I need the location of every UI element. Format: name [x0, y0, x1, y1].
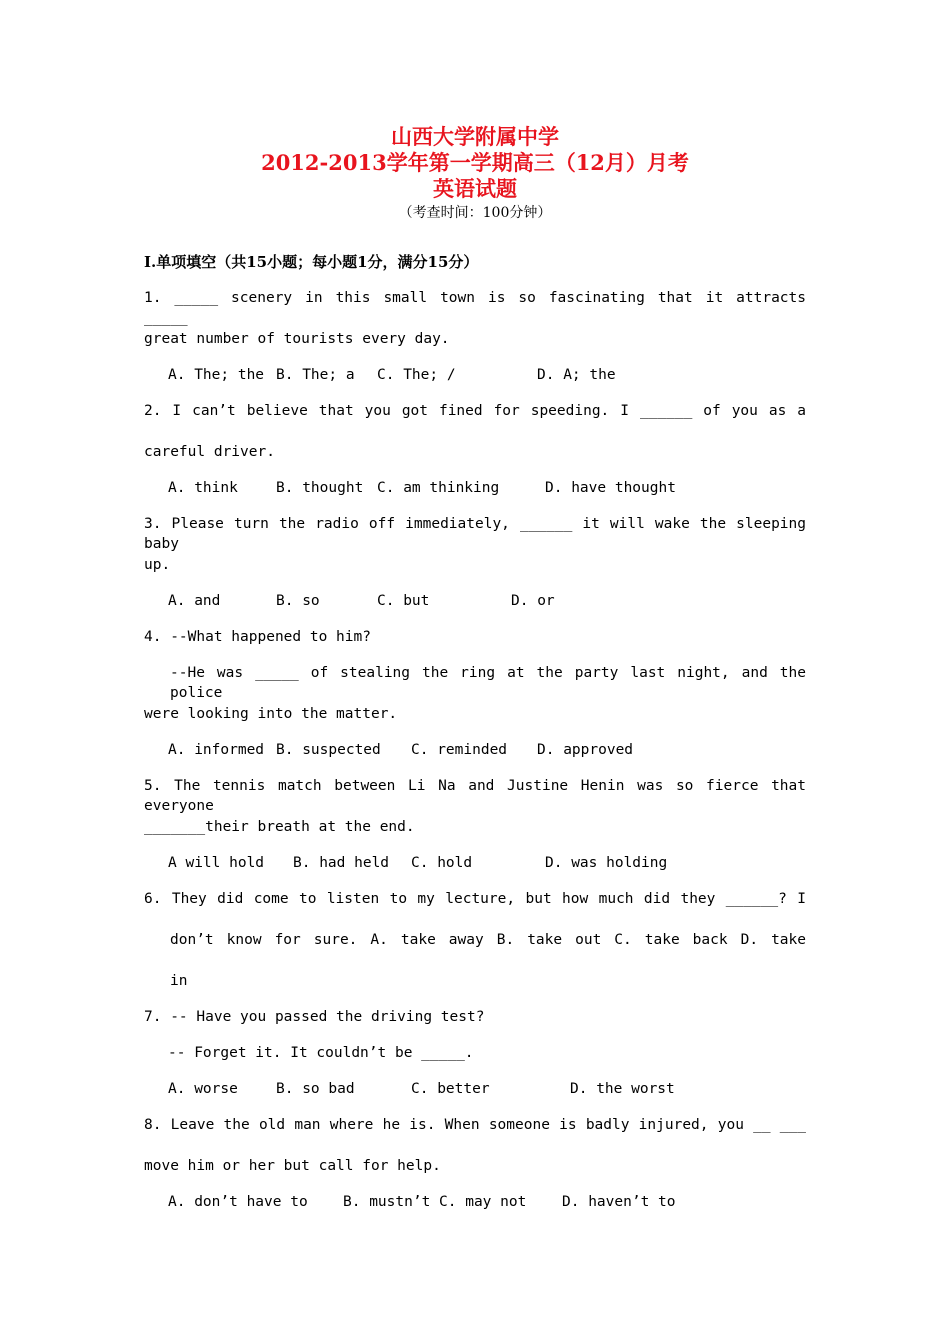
- question-4-option-b: B. suspected: [276, 742, 381, 758]
- question-5-stem-line1: 5. The tennis match between Li Na and Justine Henin was so fierce that everyone: [144, 778, 806, 814]
- question-8-option-a: A. don’t have to: [168, 1194, 308, 1210]
- exam-title: 2012-2013学年第一学期高三（12月）月考: [261, 150, 689, 175]
- question-2-option-d: D. have thought: [545, 480, 676, 496]
- question-4-option-c: C. reminded: [411, 742, 508, 758]
- question-1-option-a: A. The; the: [168, 367, 265, 383]
- question-7-option-a: A. worse: [168, 1081, 238, 1097]
- question-3-option-d: D. or: [511, 593, 555, 609]
- question-2-stem-line2: careful driver.: [144, 444, 275, 460]
- question-6-stem-line3: in: [170, 973, 188, 989]
- question-2-option-a: A. think: [168, 480, 238, 496]
- question-4-option-d: D. approved: [537, 742, 634, 758]
- question-1-option-b: B. The; a: [276, 367, 355, 383]
- question-3-option-b: B. so: [276, 593, 320, 609]
- question-6-stem-line1: 6. They did come to listen to my lecture, but how much did they ______? I: [144, 891, 806, 907]
- question-1-option-d: D. A; the: [537, 367, 616, 383]
- question-7-stem-line2: -- Forget it. It couldn’t be _____.: [168, 1045, 474, 1061]
- question-7-stem-line1: 7. -- Have you passed the driving test?: [144, 1009, 485, 1025]
- question-6-stem-line2: don’t know for sure. A. take away B. take out C. take back D. take: [170, 932, 806, 948]
- question-1-option-c: C. The; /: [377, 367, 456, 383]
- question-3-stem-line2: up.: [144, 557, 171, 573]
- question-3-stem-line1: 3. Please turn the radio off immediately, ______ it will wake the sleeping baby: [144, 516, 806, 552]
- question-8-option-d: D. haven’t to: [562, 1194, 676, 1210]
- question-5-stem-line2: _______their breath at the end.: [144, 819, 415, 835]
- subject-title: 英语试题: [433, 176, 517, 201]
- question-4-stem-line1: 4. --What happened to him?: [144, 629, 371, 645]
- question-5-option-b: B. had held: [293, 855, 390, 871]
- question-2-option-c: C. am thinking: [377, 480, 500, 496]
- question-3-option-c: C. but: [377, 593, 430, 609]
- question-7-option-d: D. the worst: [570, 1081, 675, 1097]
- question-1-stem-line1: 1. _____ scenery in this small town is so fascinating that it attracts _____: [144, 290, 806, 326]
- question-8-stem-line1: 8. Leave the old man where he is. When someone is badly injured, you __ ___: [144, 1117, 806, 1133]
- question-4-stem-line3: were looking into the matter.: [144, 706, 398, 722]
- question-8-stem-line2: move him or her but call for help.: [144, 1158, 441, 1174]
- question-2-stem-line1: 2. I can’t believe that you got fined for speeding. I ______ of you as a: [144, 403, 806, 419]
- question-4-option-a: A. informed: [168, 742, 265, 758]
- question-3-option-a: A. and: [168, 593, 221, 609]
- question-5-option-a: A will hold: [168, 855, 265, 871]
- school-name: 山西大学附属中学: [391, 124, 559, 149]
- section-title: I.单项填空（共15小题；每小题1分，满分15分）: [144, 253, 479, 271]
- question-5-option-d: D. was holding: [545, 855, 668, 871]
- question-8-option-b: B. mustn’t C. may not: [343, 1194, 527, 1210]
- exam-duration: （考查时间：100分钟）: [398, 205, 552, 221]
- question-5-option-c: C. hold: [411, 855, 473, 871]
- question-7-option-c: C. better: [411, 1081, 490, 1097]
- question-7-option-b: B. so bad: [276, 1081, 355, 1097]
- question-2-option-b: B. thought: [276, 480, 364, 496]
- question-4-stem-line2: --He was _____ of stealing the ring at the party last night, and the police: [170, 665, 806, 701]
- question-1-stem-line2: great number of tourists every day.: [144, 331, 450, 347]
